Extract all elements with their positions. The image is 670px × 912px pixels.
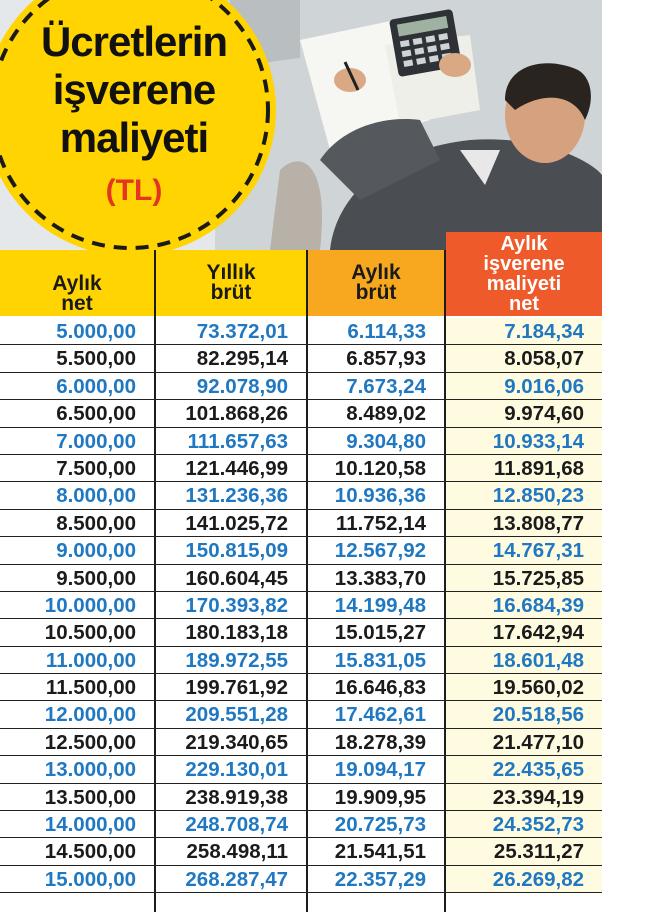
cell-monthly-gross: 13.383,70 [308,565,444,591]
cell-yearly-gross: 229.130,01 [156,756,306,782]
badge-unit: (TL) [105,174,163,207]
cell-monthly-gross: 10.120,58 [308,455,444,481]
cell-yearly-gross: 258.498,11 [156,838,306,864]
cell-monthly-net: 13.000,00 [0,756,154,782]
cell-monthly-gross: 14.199,48 [308,592,444,618]
cell-employer-cost: 22.435,65 [446,756,602,782]
cell-yearly-gross: 101.868,26 [156,400,306,426]
cell-employer-cost: 21.477,10 [446,729,602,755]
table-row [0,345,602,372]
cell-employer-cost: 18.601,48 [446,647,602,673]
cell-yearly-gross: 82.295,14 [156,345,306,371]
table-row [0,784,602,811]
table-row [0,565,602,592]
table-row [0,619,602,646]
cell-employer-cost: 15.725,85 [446,565,602,591]
cell-monthly-net: 10.500,00 [0,619,154,645]
header-monthly-net: Aylık net [0,250,154,316]
cell-monthly-gross: 11.752,14 [308,510,444,536]
cell-monthly-gross: 17.462,61 [308,701,444,727]
cell-employer-cost: 8.058,07 [446,345,602,371]
header-employer-cost: Aylık işverene maliyeti net [446,232,602,316]
cell-monthly-gross: 20.725,73 [308,811,444,837]
table-row [0,701,602,728]
cell-yearly-gross: 131.236,36 [156,482,306,508]
cell-monthly-gross: 9.304,80 [308,428,444,454]
table-row [0,428,602,455]
table-row [0,482,602,509]
cell-employer-cost: 9.974,60 [446,400,602,426]
cell-yearly-gross: 248.708,74 [156,811,306,837]
cell-monthly-gross: 10.936,36 [308,482,444,508]
cell-employer-cost: 12.850,23 [446,482,602,508]
cell-monthly-gross: 15.831,05 [308,647,444,673]
cell-yearly-gross: 170.393,82 [156,592,306,618]
cell-monthly-gross: 18.278,39 [308,729,444,755]
cell-employer-cost: 14.767,31 [446,537,602,563]
cell-yearly-gross: 121.446,99 [156,455,306,481]
cell-employer-cost: 13.808,77 [446,510,602,536]
table-row [0,455,602,482]
cell-employer-cost: 16.684,39 [446,592,602,618]
cell-employer-cost: 9.016,06 [446,373,602,399]
header-yearly-gross: Yıllık brüt [156,250,306,316]
cell-monthly-gross: 6.857,93 [308,345,444,371]
cell-monthly-gross: 22.357,29 [308,866,444,892]
cell-yearly-gross: 180.183,18 [156,619,306,645]
cell-yearly-gross: 219.340,65 [156,729,306,755]
table-row [0,400,602,427]
table-row [0,674,602,701]
cell-employer-cost: 7.184,34 [446,318,602,344]
cell-yearly-gross: 238.919,38 [156,784,306,810]
cell-monthly-gross: 7.673,24 [308,373,444,399]
cell-monthly-net: 14.500,00 [0,838,154,864]
cell-monthly-net: 7.500,00 [0,455,154,481]
table-row [0,838,602,865]
salary-table [0,318,602,893]
table-row [0,537,602,564]
cell-monthly-gross: 21.541,51 [308,838,444,864]
cell-employer-cost: 26.269,82 [446,866,602,892]
cell-yearly-gross: 160.604,45 [156,565,306,591]
cell-monthly-net: 6.000,00 [0,373,154,399]
badge-title: Ücretlerin işverene maliyeti [40,18,228,161]
cell-employer-cost: 10.933,14 [446,428,602,454]
cell-monthly-gross: 8.489,02 [308,400,444,426]
cell-yearly-gross: 199.761,92 [156,674,306,700]
cell-monthly-gross: 19.094,17 [308,756,444,782]
table-row [0,729,602,756]
cell-monthly-gross: 16.646,83 [308,674,444,700]
cell-yearly-gross: 189.972,55 [156,647,306,673]
cell-monthly-net: 5.000,00 [0,318,154,344]
cell-yearly-gross: 268.287,47 [156,866,306,892]
cell-monthly-net: 11.000,00 [0,647,154,673]
table-row [0,647,602,674]
cell-yearly-gross: 141.025,72 [156,510,306,536]
cell-monthly-net: 5.500,00 [0,345,154,371]
table-row [0,318,602,345]
cell-monthly-net: 13.500,00 [0,784,154,810]
cell-monthly-gross: 15.015,27 [308,619,444,645]
cell-yearly-gross: 73.372,01 [156,318,306,344]
cell-monthly-net: 14.000,00 [0,811,154,837]
cell-monthly-net: 12.000,00 [0,701,154,727]
cell-monthly-net: 9.000,00 [0,537,154,563]
table-row [0,866,602,893]
cell-monthly-net: 7.000,00 [0,428,154,454]
cell-yearly-gross: 111.657,63 [156,428,306,454]
cell-yearly-gross: 92.078,90 [156,373,306,399]
cell-employer-cost: 11.891,68 [446,455,602,481]
cell-monthly-gross: 12.567,92 [308,537,444,563]
cell-monthly-net: 10.000,00 [0,592,154,618]
cell-monthly-net: 6.500,00 [0,400,154,426]
cell-monthly-gross: 19.909,95 [308,784,444,810]
cell-yearly-gross: 150.815,09 [156,537,306,563]
cell-monthly-net: 8.000,00 [0,482,154,508]
table-row [0,510,602,537]
cell-employer-cost: 25.311,27 [446,838,602,864]
cell-monthly-gross: 6.114,33 [308,318,444,344]
cell-monthly-net: 9.500,00 [0,565,154,591]
title-badge [0,0,278,260]
table-row [0,592,602,619]
header-monthly-gross: Aylık brüt [308,250,444,316]
cell-employer-cost: 20.518,56 [446,701,602,727]
cell-yearly-gross: 209.551,28 [156,701,306,727]
table-row [0,756,602,783]
table-row [0,373,602,400]
cell-monthly-net: 8.500,00 [0,510,154,536]
cell-employer-cost: 23.394,19 [446,784,602,810]
cell-monthly-net: 15.000,00 [0,866,154,892]
table-row [0,811,602,838]
cell-employer-cost: 24.352,73 [446,811,602,837]
cell-monthly-net: 12.500,00 [0,729,154,755]
cell-employer-cost: 17.642,94 [446,619,602,645]
cell-monthly-net: 11.500,00 [0,674,154,700]
cell-employer-cost: 19.560,02 [446,674,602,700]
